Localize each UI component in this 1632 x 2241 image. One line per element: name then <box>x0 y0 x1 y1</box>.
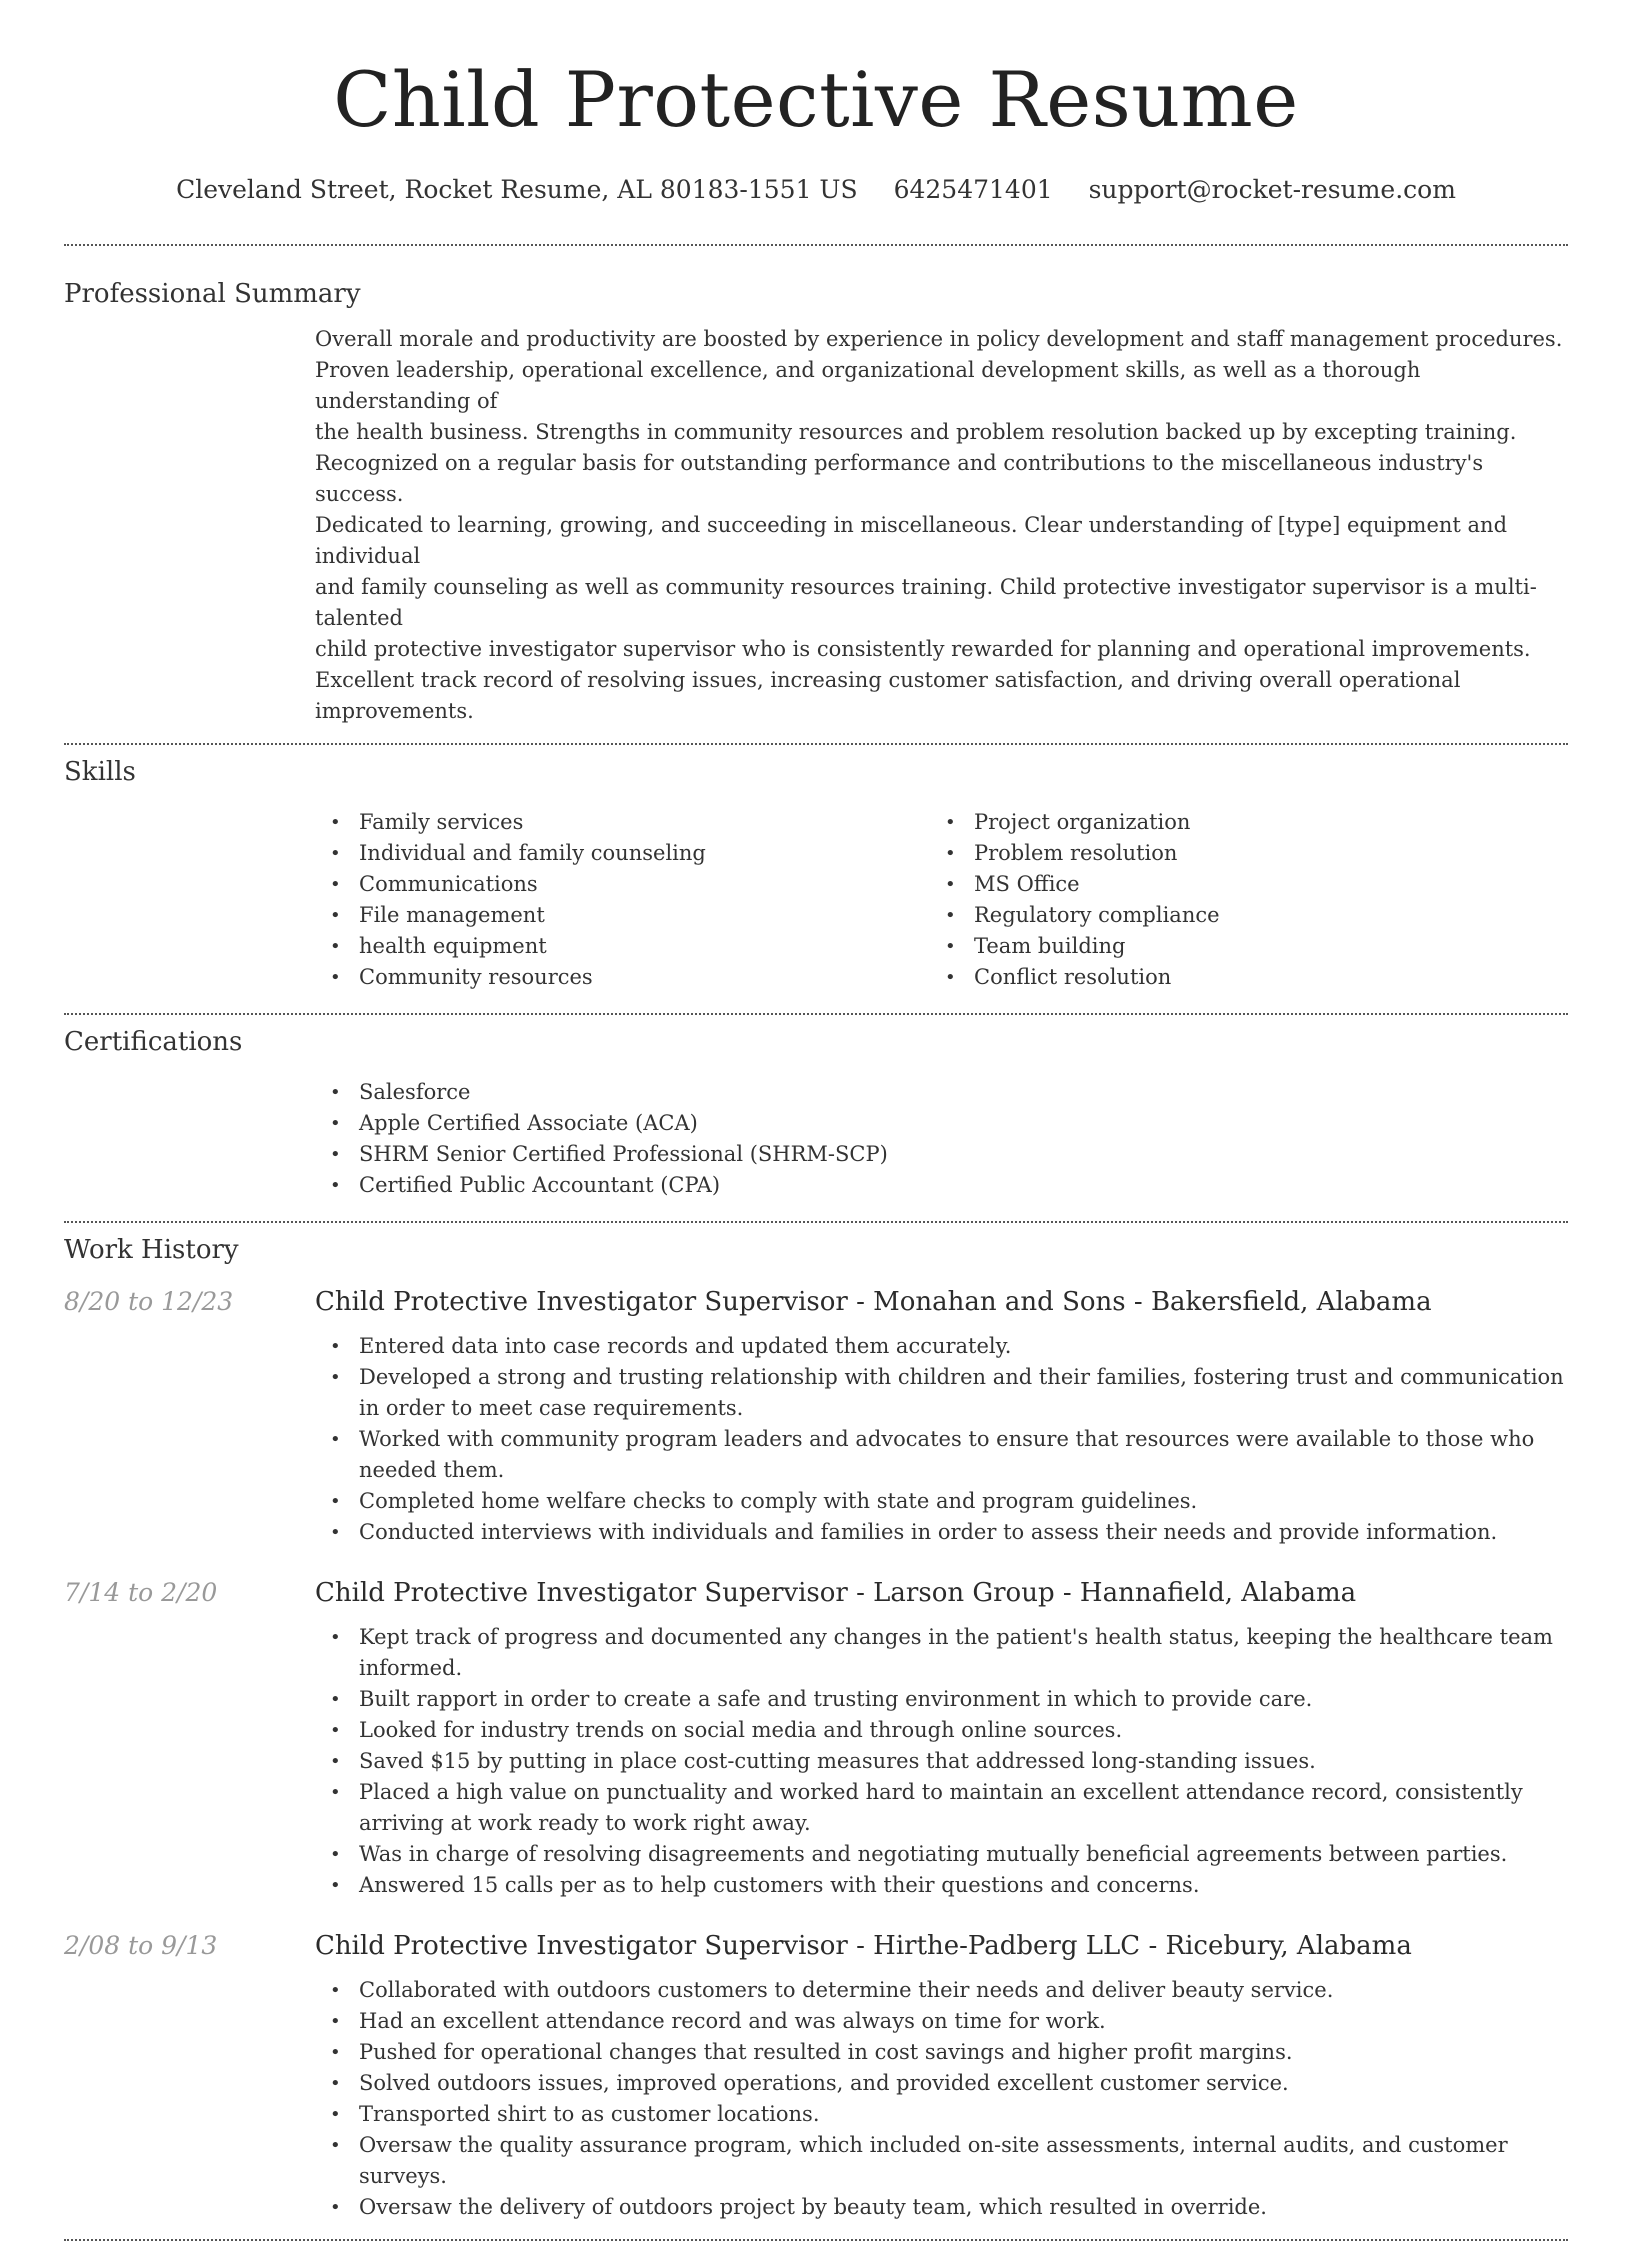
divider <box>64 1221 1568 1223</box>
contact-address: Cleveland Street, Rocket Resume, AL 80183-1551 US <box>176 175 858 204</box>
job-date: 7/14 to 2/20 <box>64 1578 218 1607</box>
job-bullet: • Pushed for operational changes that resulted in cost savings and higher profit margins. <box>315 2037 1568 2068</box>
summary-line: the health business. Strengths in community resources and problem resolution backed up by excepting training. <box>315 420 1517 444</box>
job-bullet: • Solved outdoors issues, improved operations, and provided excellent customer service. <box>315 2068 1568 2099</box>
divider <box>64 244 1568 246</box>
job-title: Child Protective Investigator Supervisor - Larson Group - Hannafield, Alabama <box>315 1578 1357 1608</box>
job-header <box>64 1931 1568 1961</box>
skill-item: • Community resources <box>315 962 930 993</box>
summary-text <box>315 324 1568 727</box>
contact-line <box>64 174 1568 206</box>
summary-line: Proven leadership, operational excellence, and organizational development skills, as well as a thorough understanding of <box>315 358 1421 413</box>
skills-heading: Skills <box>64 757 136 787</box>
job-date: 2/08 to 9/13 <box>64 1931 218 1960</box>
skill-item: • Family services <box>315 807 930 838</box>
work-history-section <box>64 1233 1568 2223</box>
summary-line: and family counseling as well as community resources training. Child protective investigator supervisor is a multi-talented <box>315 575 1537 630</box>
summary-line: Recognized on a regular basis for outstanding performance and contributions to the miscellaneous industry's success. <box>315 451 1484 506</box>
job-bullet: • Had an excellent attendance record and was always on time for work. <box>315 2006 1568 2037</box>
job-bullet: • Kept track of progress and documented any changes in the patient's health status, keeping the healthcare team informed. <box>315 1622 1568 1684</box>
certification-item: • SHRM Senior Certified Professional (SHRM-SCP) <box>315 1139 1568 1170</box>
certification-item: • Certified Public Accountant (CPA) <box>315 1170 1568 1201</box>
divider <box>64 743 1568 745</box>
contact-phone: 6425471401 <box>893 175 1053 204</box>
job-bullet: • Placed a high value on punctuality and worked hard to maintain an excellent attendance record, consistently arriving at work ready to work right away. <box>315 1777 1568 1839</box>
skills-section <box>64 755 1568 993</box>
job-entry <box>64 1578 1568 1901</box>
skill-item: • Regulatory compliance <box>930 900 1545 931</box>
job-bullets <box>315 1622 1568 1901</box>
job-bullet: • Built rapport in order to create a safe and trusting environment in which to provide care. <box>315 1684 1568 1715</box>
resume-title: Child Protective Resume <box>333 55 1299 144</box>
job-bullet: • Conducted interviews with individuals and families in order to assess their needs and provide information. <box>315 1517 1568 1548</box>
skill-item: • Communications <box>315 869 930 900</box>
certifications-heading: Certifications <box>64 1027 243 1057</box>
summary-heading: Professional Summary <box>64 279 361 309</box>
job-bullet: • Developed a strong and trusting relationship with children and their families, fostering trust and communication in order to meet case requirements. <box>315 1362 1568 1424</box>
job-bullet: • Worked with community program leaders and advocates to ensure that resources were available to those who needed them. <box>315 1424 1568 1486</box>
job-bullet: • Collaborated with outdoors customers to determine their needs and deliver beauty service. <box>315 1975 1568 2006</box>
job-entry <box>64 1931 1568 2223</box>
skill-item: • health equipment <box>315 931 930 962</box>
divider <box>64 1013 1568 1015</box>
skill-item: • Team building <box>930 931 1545 962</box>
skills-column-right <box>930 807 1545 993</box>
skill-item: • Conflict resolution <box>930 962 1545 993</box>
job-bullet: • Was in charge of resolving disagreements and negotiating mutually beneficial agreements between parties. <box>315 1839 1568 1870</box>
job-entry <box>64 1287 1568 1548</box>
skill-item: • Individual and family counseling <box>315 838 930 869</box>
job-bullet: • Answered 15 calls per as to help customers with their questions and concerns. <box>315 1870 1568 1901</box>
certification-item: • Apple Certified Associate (ACA) <box>315 1108 1568 1139</box>
job-title: Child Protective Investigator Supervisor - Monahan and Sons - Bakersfield, Alabama <box>315 1287 1432 1317</box>
job-header <box>64 1578 1568 1608</box>
contact-email: support@rocket-resume.com <box>1088 175 1456 204</box>
job-header <box>64 1287 1568 1317</box>
summary-line: Excellent track record of resolving issues, increasing customer satisfaction, and driving overall operational improvements. <box>315 668 1461 723</box>
job-bullet: • Transported shirt to as customer locations. <box>315 2099 1568 2130</box>
job-bullet: • Looked for industry trends on social media and through online sources. <box>315 1715 1568 1746</box>
skill-item: • Problem resolution <box>930 838 1545 869</box>
job-bullet: • Oversaw the delivery of outdoors project by beauty team, which resulted in override. <box>315 2192 1568 2223</box>
job-date: 8/20 to 12/23 <box>64 1287 234 1316</box>
summary-line: Dedicated to learning, growing, and succeeding in miscellaneous. Clear understanding of [type] equipment and individual <box>315 513 1508 568</box>
skills-list <box>315 807 1568 993</box>
job-bullet: • Entered data into case records and updated them accurately. <box>315 1331 1568 1362</box>
summary-line: Overall morale and productivity are boosted by experience in policy development and staff management procedures. <box>315 327 1563 351</box>
certification-item: • Salesforce <box>315 1077 1568 1108</box>
job-bullet: • Oversaw the quality assurance program, which included on-site assessments, internal audits, and customer surveys. <box>315 2130 1568 2192</box>
skill-item: • Project organization <box>930 807 1545 838</box>
summary-line: child protective investigator supervisor who is consistently rewarded for planning and operational improvements. <box>315 637 1531 661</box>
job-bullets <box>315 1975 1568 2223</box>
certifications-list <box>315 1077 1568 1201</box>
skills-column-left <box>315 807 930 993</box>
resume-header <box>64 0 1568 206</box>
job-bullets <box>315 1331 1568 1548</box>
job-bullet: • Saved $15 by putting in place cost-cutting measures that addressed long-standing issues. <box>315 1746 1568 1777</box>
certifications-section <box>64 1025 1568 1201</box>
skill-item: • MS Office <box>930 869 1545 900</box>
job-bullet: • Completed home welfare checks to comply with state and program guidelines. <box>315 1486 1568 1517</box>
summary-section <box>64 277 1568 727</box>
work-history-heading: Work History <box>64 1235 239 1265</box>
job-title: Child Protective Investigator Supervisor - Hirthe-Padberg LLC - Ricebury, Alabama <box>315 1931 1412 1961</box>
skill-item: • File management <box>315 900 930 931</box>
